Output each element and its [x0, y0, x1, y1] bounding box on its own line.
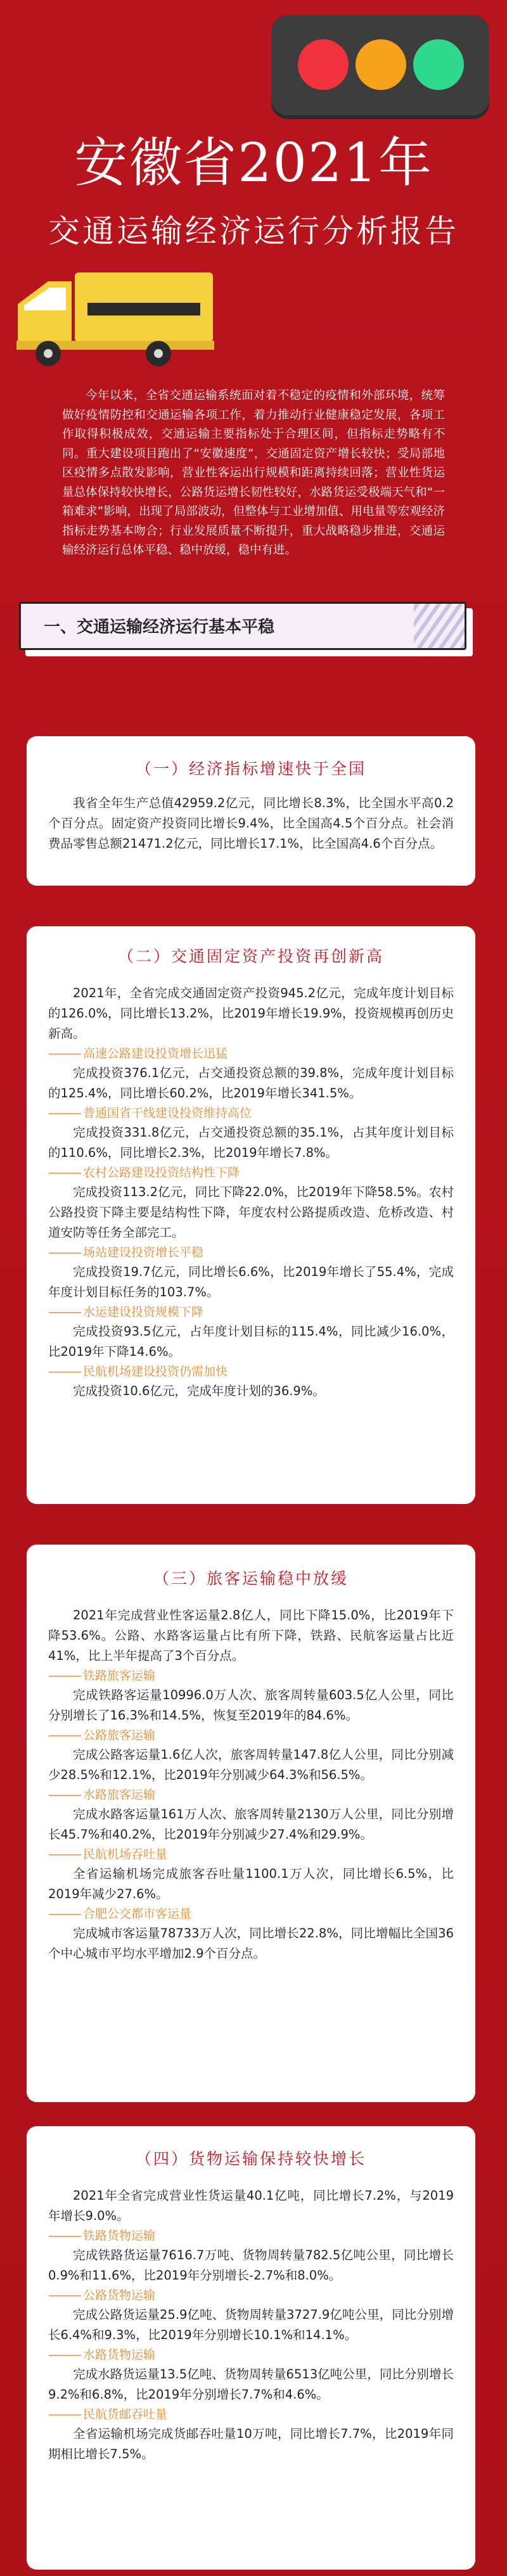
item-text: 完成投资10.6亿元，完成年度计划的36.9%。 [73, 1384, 325, 1398]
card-title: （一）经济指标增速快于全国 [135, 760, 366, 778]
section-title: 一、交通运输经济运行基本平稳 [44, 618, 275, 637]
item-label: ——— 合肥公交都市客运量 [48, 1904, 454, 1923]
item-text: 完成投资331.8亿元，占交通投资总额的35.1%，占其年度计划目标的110.6%，同比增长2.3%，比2019年增长7.8%。 [48, 1125, 454, 1160]
item-label: ——— 铁路货物运输 [48, 2226, 454, 2245]
item-text: 完成公路客运量1.6亿人次，旅客周转量147.8亿人公里，同比分别减少28.5%和12.1%，比2019年分别减少64.3%和56.5%。 [48, 1747, 454, 1782]
item-label: ——— 民航机场吞吐量 [48, 1845, 454, 1864]
red-light-icon [298, 39, 349, 90]
section-banner [19, 602, 477, 658]
card-economic-indicators [27, 736, 475, 886]
card-paragraph: 2021年完成营业性客运量2.8亿人，同比下降15.0%，比2019年下降53.6%。公路、水路客运量占比有所下降，铁路、民航客运量占比近41%，比上半年提高了3个百分点。 [48, 1608, 454, 1663]
item-label: ——— 水路货物运输 [48, 2345, 454, 2364]
page-title: 安徽省2021年 [74, 132, 433, 194]
item-text: 完成水路客运量161万人次、旅客周转量2130万人公里，同比分别增长45.7%和40.2%，比2019年分别减少27.4%和29.9%。 [48, 1807, 454, 1842]
item-text: 完成铁路客运量10996.0万人次、旅客周转量603.5亿人公里，同比分别增长了16.3%和14.5%，恢复至2019年的84.6%。 [48, 1688, 454, 1723]
card-passenger-transport [27, 1545, 475, 2102]
item-label: ——— 场站建设投资增长平稳 [48, 1243, 454, 1262]
intro-paragraph: 今年以来，全省交通运输系统面对着不稳定的疫情和外部环境，统筹做好疫情防控和交通运输各项工作，着力推动行业健康稳定发展，各项工作取得积极成效，交通运输主要指标处于合理区间，但指标走势略有不同。重大建设项目跑出了“安徽速度”，交通固定资产增长较快；受局部地区疫情多点散发影响，营业性客运出行规模和距离持续回落；营业性货运量总体保持较快增长，公路货运增长韧性较好，水路货运受极端天气和“一箱难求”影响，出现了局部波动，但整体与工业增加值、用电量等宏观经济指标走势基本吻合；行业发展质量不断提升，重大战略稳步推进，交通运输经济运行总体平稳、稳中放缓，稳中有进。 [62, 389, 445, 557]
item-text: 完成水路货运量13.5亿吨、货物周转量6513亿吨公里，同比分别增长9.2%和6.8%，比2019年分别增长7.7%和4.6%。 [48, 2367, 454, 2402]
item-label: ——— 公路货物运输 [48, 2286, 454, 2305]
traffic-light-icon [271, 15, 489, 115]
green-light-icon [413, 39, 464, 90]
item-label: ——— 普通国省干线建设投资维持高位 [48, 1104, 454, 1123]
yellow-light-icon [356, 39, 406, 90]
item-label: ——— 高速公路建设投资增长迅猛 [48, 1044, 454, 1063]
item-text: 完成投资113.2亿元，同比下降22.0%，比2019年下降58.5%。农村公路投资下降主要是结构性下降，年度农村公路提质改造、危桥改造、村道安防等任务全部完工。 [48, 1185, 454, 1240]
card-title: （三）旅客运输稳中放缓 [153, 1569, 349, 1588]
item-text: 全省运输机场完成旅客吞吐量1100.1万人次，同比增长6.5%，比2019年减少27.6%。 [48, 1866, 454, 1901]
card-paragraph: 我省全年生产总值42959.2亿元，同比增长8.3%，比全国水平高0.2个百分点。固定资产投资同比增长9.4%，比全国高4.5个百分点。社会消费品零售总额21471.2亿元，同比增长17.1%，比全国高4.6个百分点。 [48, 796, 454, 851]
banner-stripe [414, 604, 465, 648]
card-title: （二）交通固定资产投资再创新高 [117, 947, 384, 966]
item-text: 全省运输机场完成货邮吞吐量10万吨，同比增长7.7%，比2019年同期相比增长7.5%。 [48, 2426, 454, 2461]
card-fixed-investment [27, 926, 475, 1504]
page-subtitle: 交通运输经济运行分析报告 [48, 213, 459, 250]
item-text: 完成投资93.5亿元，占年度计划目标的115.4%，同比减少16.0%，比2019年下降14.6%。 [48, 1324, 454, 1359]
item-text: 完成投资19.7亿元，同比增长6.6%，比2019年增长了55.4%，完成年度计划目标任务的103.7%。 [48, 1265, 454, 1299]
card-title: （四）货物运输保持较快增长 [135, 2150, 366, 2168]
item-text: 完成投资376.1亿元，占交通投资总额的39.8%，完成年度计划目标的125.4%，同比增长60.2%，比2019年增长341.5%。 [48, 1066, 454, 1100]
item-label: ——— 铁路旅客运输 [48, 1666, 454, 1685]
item-text: 完成公路货运量25.9亿吨、货物周转量3727.9亿吨公里，同比分别增长6.4%和9.3%，比2019年分别增长10.1%和14.1%。 [48, 2307, 454, 2342]
section-banner-box [19, 602, 466, 650]
truck-icon [11, 272, 214, 367]
item-label: ——— 水运建设投资规模下降 [48, 1303, 454, 1322]
card-paragraph: 2021年，全省完成交通固定资产投资945.2亿元，完成年度计划目标的126.0%，同比增长13.2%，比2019年增长19.9%，投资规模再创历史新高。 [48, 986, 454, 1041]
item-label: ——— 民航机场建设投资仍需加快 [48, 1362, 454, 1381]
item-label: ——— 公路旅客运输 [48, 1726, 454, 1745]
item-label: ——— 民航货邮吞吐量 [48, 2405, 454, 2424]
item-label: ——— 农村公路建设投资结构性下降 [48, 1163, 454, 1182]
item-text: 完成城市客运量78733万人次，同比增长22.8%，同比增幅比全国36个中心城市平均水平增加2.9个百分点。 [48, 1926, 454, 1961]
item-label: ——— 水路旅客运输 [48, 1785, 454, 1804]
card-paragraph: 2021年全省完成营业性货运量40.1亿吨，同比增长7.2%，与2019年增长9.0%。 [48, 2188, 454, 2223]
card-freight-transport [27, 2126, 475, 2570]
item-text: 完成铁路货运量7616.7万吨、货物周转量782.5亿吨公里，同比增长0.9%和11.6%，比2019年分别增长-2.7%和8.0%。 [48, 2248, 454, 2283]
